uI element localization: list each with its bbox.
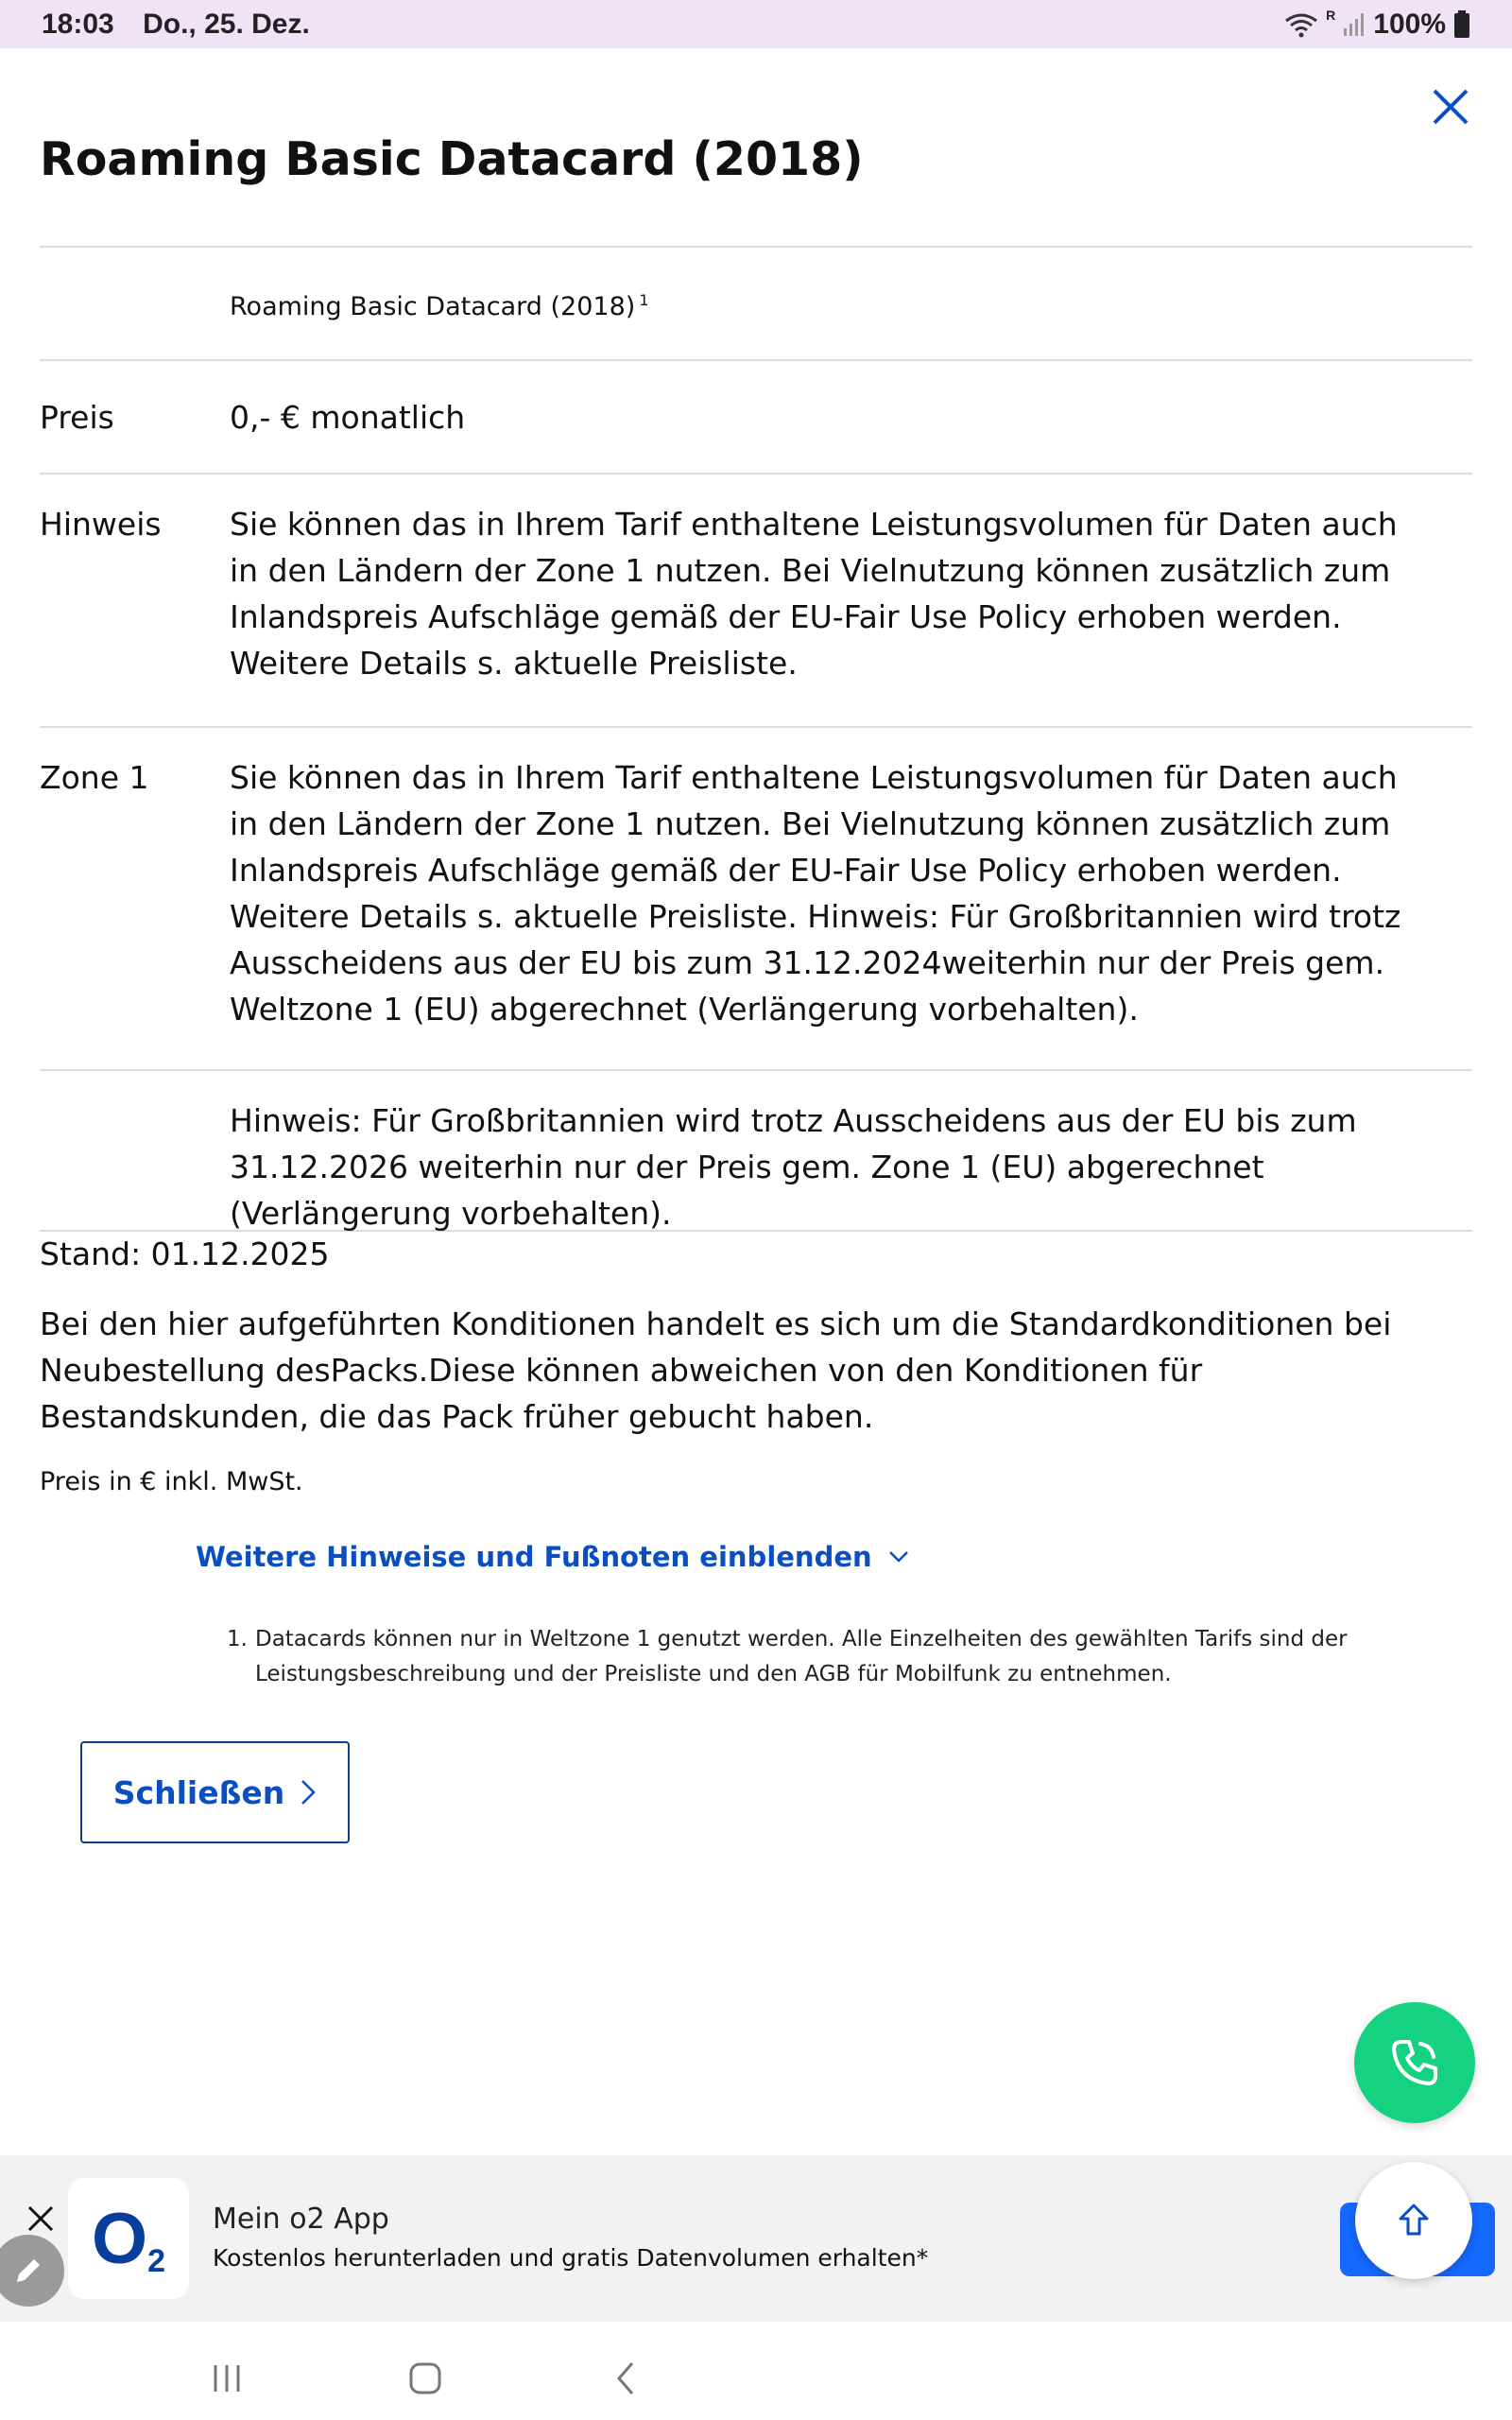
recent-apps-button[interactable] (198, 2350, 255, 2407)
price-note: Preis in € inkl. MwSt. (40, 1467, 303, 1496)
pencil-icon (9, 2252, 47, 2290)
table-header-row (40, 246, 1472, 359)
logo-letter: O (91, 2198, 148, 2279)
row-value-uk-note: Hinweis: Für Großbritannien wird trotz Ausscheidens aus der EU bis zum 31.12.2026 weiterhin nur der Preis gem. Zone 1 (EU) abgerechnet (Verlängerung vorbehalten). (230, 1102, 1357, 1232)
scroll-top-button[interactable] (1355, 2162, 1472, 2279)
close-button-label: Schließen (112, 1773, 285, 1811)
status-time: 18:03 (42, 8, 114, 40)
stand-date: Stand: 01.12.2025 (40, 1236, 330, 1272)
status-bar (0, 0, 1512, 48)
signal-icon (1343, 11, 1366, 38)
wifi-icon (1284, 11, 1318, 38)
table-row (40, 726, 1472, 1069)
row-label-hinweis: Hinweis (40, 506, 162, 543)
home-button[interactable] (397, 2350, 454, 2407)
back-icon (611, 2360, 640, 2397)
table-row (40, 1069, 1472, 1230)
footnote (227, 1622, 1361, 1692)
footnote-ref: 1 (639, 291, 649, 309)
arrow-up-icon (1393, 2200, 1435, 2241)
recent-apps-icon (208, 2361, 246, 2395)
signal-indicator: R (1326, 7, 1336, 23)
battery-percent: 100% (1373, 8, 1446, 40)
page-title: Roaming Basic Datacard (2018) (40, 132, 864, 186)
footnote-number: 1. (227, 1627, 248, 1651)
close-button[interactable] (80, 1741, 350, 1843)
app-description: Kostenlos herunterladen und gratis Datenvolumen erhalten* (213, 2244, 929, 2272)
close-icon[interactable] (1427, 83, 1474, 130)
table-header-text: Roaming Basic Datacard (2018) (230, 292, 636, 321)
close-icon[interactable] (25, 2203, 57, 2235)
disclaimer-text: Bei den hier aufgeführten Konditionen handelt es sich um die Standardkonditionen bei Neubestellung desPacks.Diese können abweichen von den Konditionen für Bestandskunden, die das Pack früher gebucht haben. (40, 1305, 1392, 1435)
chevron-down-icon (887, 1549, 910, 1564)
show-footnotes-label: Weitere Hinweise und Fußnoten einblenden (196, 1541, 872, 1573)
back-button[interactable] (597, 2350, 654, 2407)
row-label-empty (40, 1098, 230, 1230)
row-value-hinweis: Sie können das in Ihrem Tarif enthaltene Leistungsvolumen für Daten auch in den Ländern der Zone 1 nutzen. Bei Vielnutzung können zusätzlich zum Inlandspreis Aufschläge gemäß der EU-Fair Use Policy erhoben werden. Weitere Details s. aktuelle Preisliste. (230, 506, 1398, 682)
o2-logo (68, 2178, 189, 2299)
battery-icon (1453, 10, 1470, 39)
app-download-banner (0, 2155, 1512, 2322)
footnote-text: Datacards können nur in Weltzone 1 genutzt werden. Alle Einzelheiten des gewählten Tarifs sind der Leistungsbeschreibung und der Preisliste und den AGB für Mobilfunk zu entnehmen. (255, 1627, 1348, 1686)
logo-subscript: 2 (147, 2242, 166, 2279)
row-value-preis: 0,- € monatlich (230, 398, 466, 436)
call-button[interactable] (1354, 2002, 1475, 2123)
app-name: Mein o2 App (213, 2203, 389, 2236)
table-row (40, 359, 1472, 473)
home-icon (406, 2360, 444, 2397)
row-value-zone1: Sie können das in Ihrem Tarif enthaltene Leistungsvolumen für Daten auch in den Ländern der Zone 1 nutzen. Bei Vielnutzung können zusätzlich zum Inlandspreis Aufschläge gemäß der EU-Fair Use Policy erhoben werden. Weitere Details s. aktuelle Preisliste. Hinweis: Für Großbritannien wird trotz Ausscheidens aus der EU bis zum 31.12.2024weiterhin nur der Preis gem. Weltzone 1 (EU) abgerechnet (Verlängerung vorbehalten). (230, 759, 1401, 1028)
show-footnotes-link[interactable] (196, 1541, 910, 1573)
table-row (40, 473, 1472, 726)
chevron-right-icon (300, 1778, 317, 1806)
table-header-value (230, 277, 1472, 330)
status-date: Do., 25. Dez. (143, 8, 310, 40)
row-label-preis: Preis (40, 398, 114, 436)
phone-icon (1384, 2032, 1445, 2093)
navigation-bar (0, 2322, 1512, 2420)
details-table (40, 246, 1472, 1232)
row-label-zone1: Zone 1 (40, 759, 149, 796)
